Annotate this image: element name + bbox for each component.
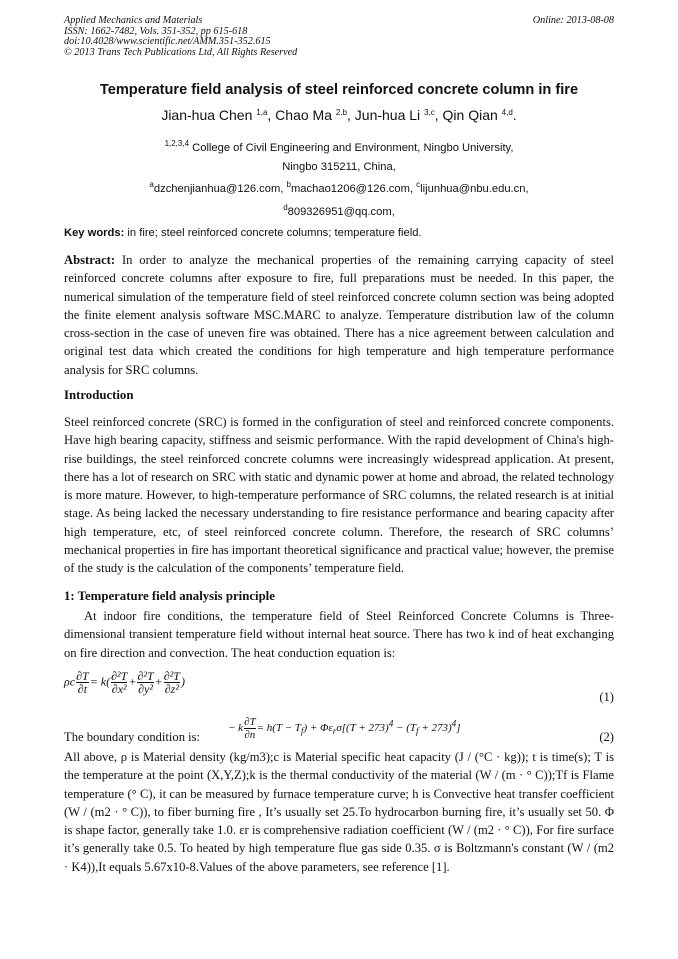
abstract [64,251,614,379]
author-sup: 4,d [501,108,513,117]
boundary-condition-equation: − k $\frac{\partial T}{\partial n}$ = $h(T - T_f) + \Phi\varepsilon_r\sigma[(T + 273)^4 - (T_f + 273)^4]$ [228,716,461,741]
section-heading: 1: Temperature field analysis principle [64,589,275,603]
affiliation: $^{1,2,3,4}$ College of Civil Engineering and Environment, Ningbo University, Ningbo 315211, China, $^a$dzchenjianhua@126.com, $^b$machao1206@126.com, $^c$lijunhua@nbu.edu.cn, $^d$809326951@qq.com, [0,135,678,221]
email-address[interactable]: 809326951@qq.com [287,205,392,218]
keywords [64,227,422,239]
parameter-description: All above, ρ is Material density (kg/m3);c is Material specific heat capacity (J / (°C · kg)); t is time(s); T is the temperature at the point (X,Y,Z);k is the thermal conductivity of the material (W / (m · ° C));Tf is Flame temperature (° C), it can be measured by furnace temperature curve; h is Convective heat transfer coefficient (W / (m2 · ° C)), to fiber burning fire , It’s usually set 25.To hydrocarbon burning fire, it’s usually set 50. Φ is shape factor, generally take 1.0. εr is comprehensive radiation coefficient (W / (m2 · ° C)), For fire surface it’s generally take 0.5. To heated by high temperature flue gas side 0.35. σ is Boltzmann's constant (W / (m2 · K4)),It equals 5.67x10-8.Values of the above parameters, see reference [1]. [64,750,614,874]
email-sup: c [416,180,421,189]
paper-title: Temperature field analysis of steel reinforced concrete column in fire [99,82,579,98]
author-name: Jun-hua Li [354,107,421,123]
email-sup: d [283,202,288,212]
keywords-text: in fire; steel reinforced concrete columns; temperature field. [127,227,422,239]
affiliation-line: Ningbo 315211, China, [282,160,396,173]
introduction-heading: Introduction [64,388,134,402]
keywords-label: Key words: [64,227,125,239]
copyright: © 2013 Trans Tech Publications Ltd, All Rights Reserved [64,46,298,58]
issn: ISSN: 1662-7482, Vols. 351-352, pp 615-618 [64,25,248,37]
abstract-label: Abstract: [64,253,116,267]
author-sup: 1,a [256,108,268,117]
doi: doi:10.4028/www.scientific.net/AMM.351-352.615 [64,36,271,48]
introduction-text: Steel reinforced concrete (SRC) is formed in the configuration of steel and reinforced concrete components. Have high bearing capacity, stiffness and seismic performance. With the rapid development of China's high-rise buildings, the steel reinforced concrete columns were increasingly widespread application. At present, there has a lot of research on SRC with static and dynamic power at home and abroad, the related technology is more mature. However, to high-temperature performance of SRC columns, the related research is at initial stage. As being lacked the necessary understanding to fire resistance performance and bearing capacity after high temperature, etc, of steel reinforced concrete column. Therefore, the research of SRC columns’ mechanical properties in fire has important theoretical significance and practical value; however, the premise of the study is the calculation of the components’ temperature field. [64,415,614,576]
email-sup: b [286,180,291,189]
email-address[interactable]: lijunhua@nbu.edu.cn [420,183,526,195]
heat-conduction-equation: ρc $\frac{\partial T}{\partial t}$ = k( $\frac{\text{∂²T}}{\text{∂x²}}$ + $\frac{\text{∂²T}}{\text{∂y²}}$ + $\frac{\text{∂²T}}{\text{∂z²}}$ ) [64,669,185,696]
affiliation-line: College of Civil Engineering and Environment, Ningbo University, [192,142,514,154]
section-text: At indoor fire conditions, the temperature field of Steel Reinforced Concrete Columns is Three-dimensional transient temperature field without internal heat source. There has two k ind of heat exchanging on fire direction and convection. The heat conduction equation is: [64,609,614,660]
journal-header [64,16,614,58]
author-name: Chao Ma [275,107,332,123]
email-sup: a [149,180,154,189]
equation-number: (1) [599,690,614,704]
boundary-condition-label: The boundary condition is: [64,730,201,744]
email-address[interactable]: dzchenjianhua@126.com [153,183,281,195]
author-name: Jian-hua Chen [161,107,253,123]
author-sup: 2,b [335,108,347,117]
email-address[interactable]: machao1206@126.com [290,183,410,195]
author-name: Qin Qian [442,107,498,123]
online-date: Online: 2013-08-08 [532,15,614,26]
equation-number: (2) [599,730,614,744]
journal-name: Applied Mechanics and Materials [64,15,203,26]
author-sup: 3,c [424,108,435,117]
author-list: Jian-hua Chen $^{1,a}$, Chao Ma $^{2,b}$, Jun-hua Li $^{3,c}$, Qin Qian $^{4,d}$. [161,107,517,123]
abstract-text: In order to analyze the mechanical properties of the remaining carrying capacity of steel reinforced concrete columns after exposure to fire, full preparations must be needed. In this paper, the numerical simulation of the temperature field of steel reinforced concrete column section was being adopted the finite element analysis software MSC.MARC to analyze. Temperature distribution law of the column cross-section in the case of uneven fire was obtained. There has a nice agreement between calculation and original test data which created the conditions for high temperature and high temperature performance analysis for SRC columns. [64,253,614,377]
affiliation-sup: 1,2,3,4 [164,139,190,148]
